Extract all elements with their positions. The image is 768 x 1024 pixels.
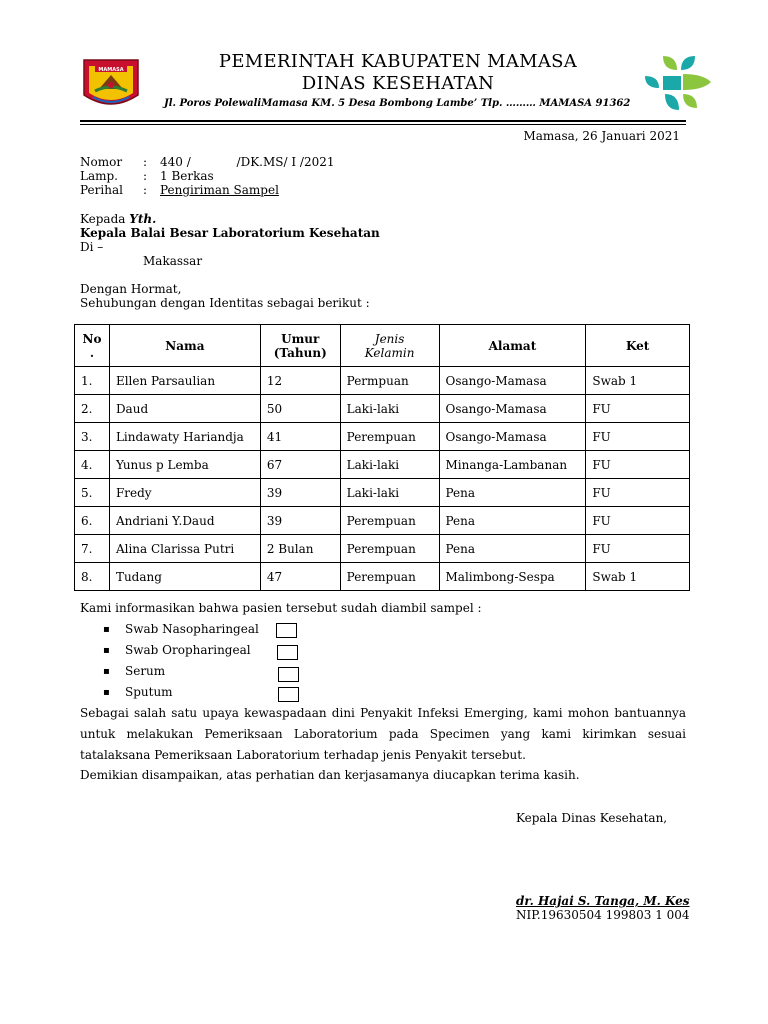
table-row — [75, 367, 690, 395]
cell-ket: FU — [586, 423, 690, 451]
cell-no: 1. — [75, 367, 110, 395]
greeting: Dengan Hormat, — [80, 282, 182, 296]
cell-jk: Laki-laki — [340, 451, 439, 479]
cell-umur: 67 — [260, 451, 340, 479]
header-ket: Ket — [586, 325, 690, 367]
cell-nama: Ellen Parsaulian — [109, 367, 260, 395]
cell-ket: FU — [586, 535, 690, 563]
meta-value-perihal: Pengiriman Sampel — [160, 183, 279, 197]
cell-jk: Laki-laki — [340, 479, 439, 507]
table-row — [75, 507, 690, 535]
cell-alamat: Minanga-Lambanan — [439, 451, 586, 479]
cell-jk: Perempuan — [340, 563, 439, 591]
sample-checkbox[interactable] — [276, 623, 297, 638]
meta-value-lamp: 1 Berkas — [160, 169, 214, 183]
meta-label-nomor: Nomor — [80, 155, 123, 169]
cell-jk: Laki-laki — [340, 395, 439, 423]
table-row — [75, 395, 690, 423]
cell-umur: 12 — [260, 367, 340, 395]
cell-nama: Daud — [109, 395, 260, 423]
meta-sep: : — [143, 155, 148, 169]
cell-umur: 2 Bulan — [260, 535, 340, 563]
header-umur — [260, 325, 340, 367]
signature-position: Kepala Dinas Kesehatan, — [516, 811, 668, 825]
samples-intro: Kami informasikan bahwa pasien tersebut sudah diambil sampel : — [80, 601, 482, 615]
table-row — [75, 535, 690, 563]
sample-label: Swab Oropharingeal — [125, 643, 251, 657]
cell-alamat: Pena — [439, 479, 586, 507]
cell-alamat: Osango-Mamasa — [439, 395, 586, 423]
yth-text: Yth. — [129, 212, 157, 226]
signature-nip: NIP.19630504 199803 1 004 — [516, 908, 690, 922]
cell-alamat: Pena — [439, 507, 586, 535]
cell-no: 2. — [75, 395, 110, 423]
letter-date: Mamasa, 26 Januari 2021 — [523, 129, 680, 143]
cell-umur: 47 — [260, 563, 340, 591]
letterhead-line2: DINAS KESEHATAN — [301, 73, 495, 94]
letterhead-line1: PEMERINTAH KABUPATEN MAMASA — [218, 51, 578, 72]
cell-nama: Alina Clarissa Putri — [109, 535, 260, 563]
cell-no: 3. — [75, 423, 110, 451]
cell-no: 8. — [75, 563, 110, 591]
recipient-di: Di – — [80, 240, 104, 254]
header-alamat: Alamat — [439, 325, 586, 367]
header-umur-2: (Tahun) — [273, 345, 327, 360]
cell-ket: FU — [586, 451, 690, 479]
meta-value-nomor: 440 / /DK.MS/ I /2021 — [160, 155, 335, 169]
header-no: No . — [75, 325, 110, 367]
table-row — [75, 451, 690, 479]
cell-umur: 50 — [260, 395, 340, 423]
intro-text: Sehubungan dengan Identitas sebagai berikut : — [80, 296, 370, 310]
sample-label: Sputum — [125, 685, 173, 699]
header-jk-2: Kelamin — [364, 345, 415, 360]
header-jenis-kelamin — [340, 325, 439, 367]
table-header-row — [75, 325, 690, 367]
sample-checkbox[interactable] — [278, 667, 299, 682]
meta-sep: : — [143, 183, 148, 197]
cell-umur: 41 — [260, 423, 340, 451]
emblem-text: MAMASA — [98, 67, 124, 73]
paragraph-closing: Demikian disampaikan, atas perhatian dan kerjasamanya diucapkan terima kasih. — [80, 768, 580, 782]
meta-label-lamp: Lamp. — [80, 169, 118, 183]
cell-no: 7. — [75, 535, 110, 563]
cell-jk: Perempuan — [340, 423, 439, 451]
sample-label: Swab Nasopharingeal — [125, 622, 259, 636]
paragraph-request: Sebagai salah satu upaya kewaspadaan dini Penyakit Infeksi Emerging, kami mohon bantuannya untuk melakukan Pemeriksaan Laboratorium pada Specimen yang kami kirimkan sesuai tatalaksana Pemeriksaan Laboratorium terhadap jenis Penyakit tersebut. — [80, 706, 686, 762]
meta-label-perihal: Perihal — [80, 183, 123, 197]
bullet-icon: ▪ — [103, 666, 110, 677]
cell-jk: Perempuan — [340, 507, 439, 535]
cell-no: 5. — [75, 479, 110, 507]
letterhead-rule-thin — [80, 124, 686, 125]
signature-name: dr. Hajai S. Tanga, M. Kes — [516, 894, 690, 908]
bullet-icon: ▪ — [103, 624, 110, 635]
cell-alamat: Malimbong-Sespa — [439, 563, 586, 591]
cell-ket: Swab 1 — [586, 563, 690, 591]
letterhead-rule — [80, 120, 686, 122]
cell-jk: Perempuan — [340, 535, 439, 563]
patient-table — [74, 324, 690, 591]
header-umur-1: Umur — [281, 331, 320, 346]
recipient-kepada — [80, 212, 156, 226]
cell-nama: Yunus p Lemba — [109, 451, 260, 479]
cell-no: 4. — [75, 451, 110, 479]
cell-nama: Fredy — [109, 479, 260, 507]
header-nama: Nama — [109, 325, 260, 367]
cell-alamat: Osango-Mamasa — [439, 367, 586, 395]
cell-jk: Permpuan — [340, 367, 439, 395]
letterhead-address: Jl. Poros PolewaliMamasa KM. 5 Desa Bombong Lambe’ Tlp. ……… MAMASA 91362 — [164, 98, 631, 109]
cell-umur: 39 — [260, 507, 340, 535]
recipient-title: Kepala Balai Besar Laboratorium Kesehatan — [80, 226, 380, 240]
cell-nama: Lindawaty Hariandja — [109, 423, 260, 451]
sample-checkbox[interactable] — [278, 687, 299, 702]
table-row — [75, 423, 690, 451]
cell-ket: FU — [586, 507, 690, 535]
cell-alamat: Pena — [439, 535, 586, 563]
kepada-text: Kepada — [80, 212, 126, 226]
bullet-icon: ▪ — [103, 687, 110, 698]
cell-alamat: Osango-Mamasa — [439, 423, 586, 451]
cell-ket: Swab 1 — [586, 367, 690, 395]
cell-nama: Andriani Y.Daud — [109, 507, 260, 535]
recipient-city: Makassar — [143, 254, 203, 268]
cell-ket: FU — [586, 395, 690, 423]
sample-label: Serum — [125, 664, 166, 678]
cell-no: 6. — [75, 507, 110, 535]
table-row — [75, 563, 690, 591]
cell-umur: 39 — [260, 479, 340, 507]
meta-sep: : — [143, 169, 148, 183]
bullet-icon: ▪ — [103, 645, 110, 656]
sample-checkbox[interactable] — [277, 645, 298, 660]
cell-ket: FU — [586, 479, 690, 507]
header-jk-1: Jenis — [374, 331, 405, 346]
cell-nama: Tudang — [109, 563, 260, 591]
table-row — [75, 479, 690, 507]
